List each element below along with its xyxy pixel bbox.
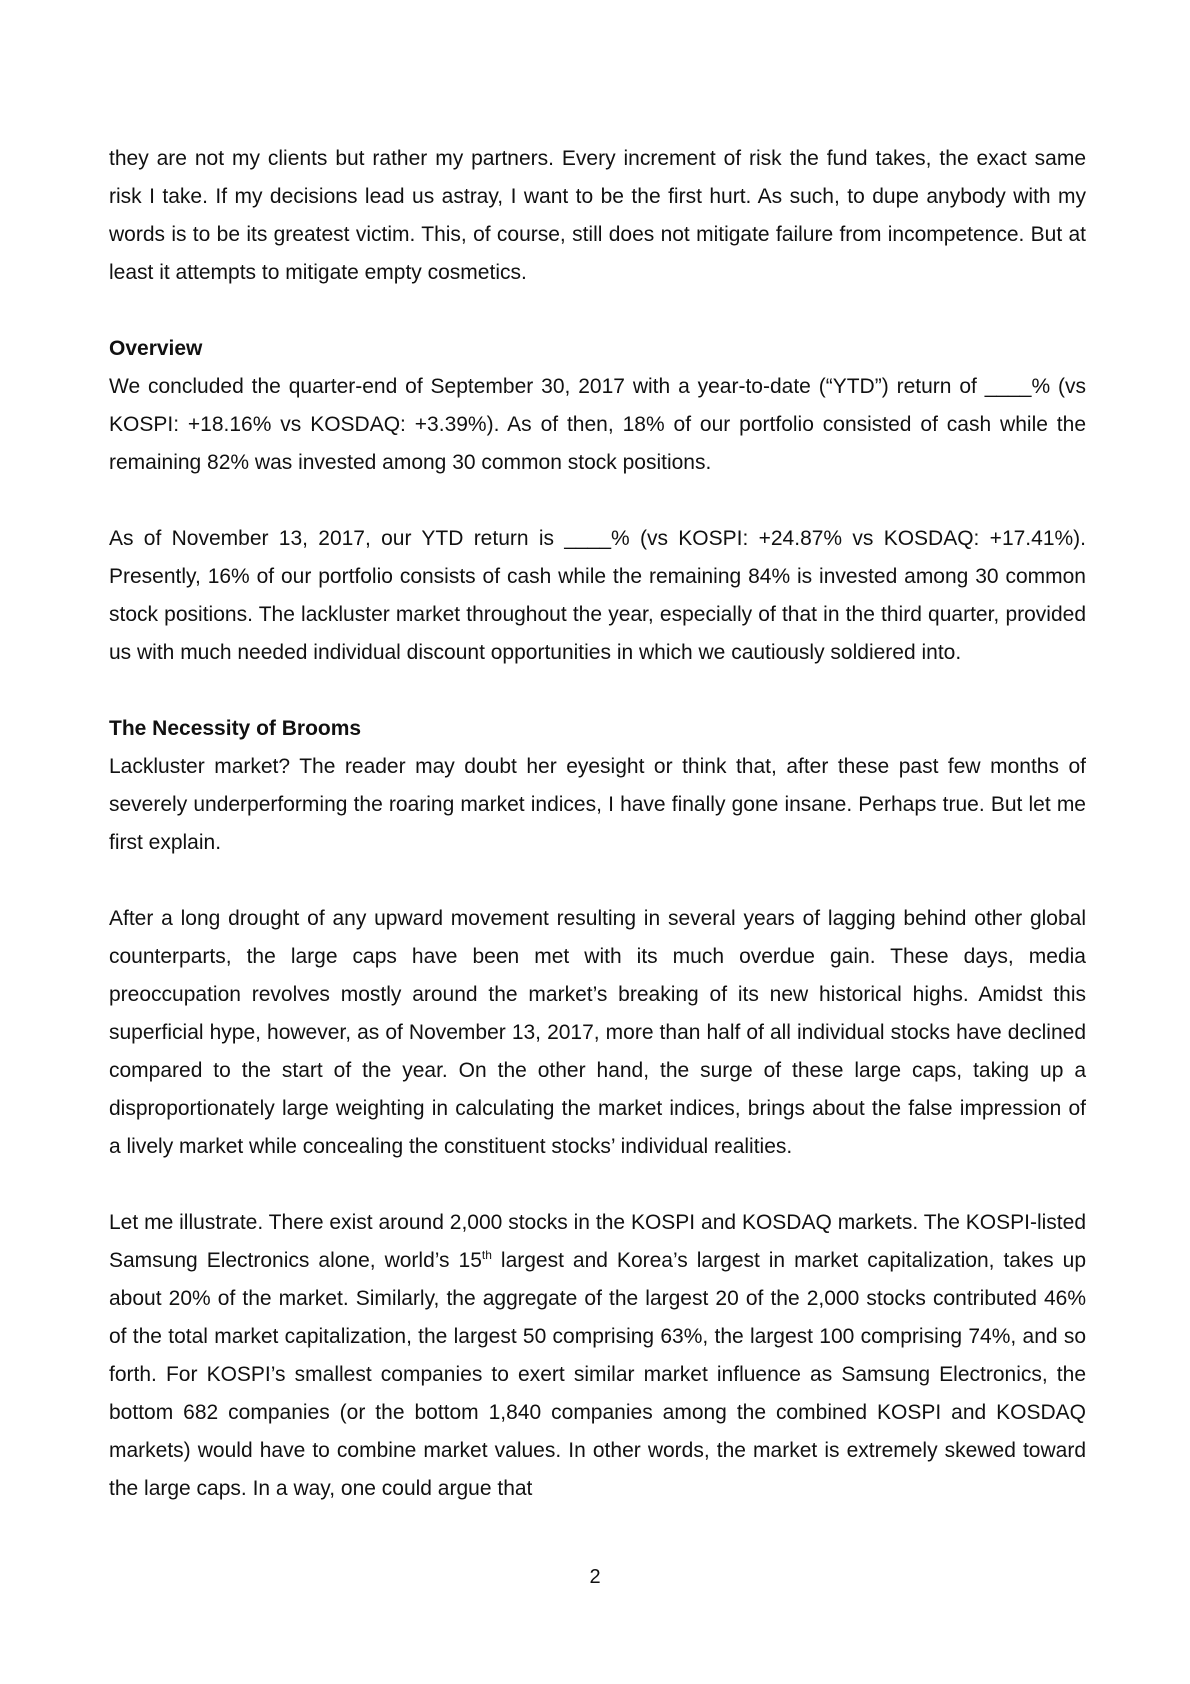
brooms-paragraph-3 [109,1204,1086,1508]
brooms-heading: The Necessity of Brooms [109,717,362,740]
overview-heading: Overview [109,337,203,360]
intro-paragraph: they are not my clients but rather my partners. Every increment of risk the fund takes, the exact same risk I take. If my decisions lead us astray, I want to be the first hurt. As such, to dupe anybody with my words is to be its greatest victim. This, of course, still does not mitigate failure from incompetence. But at least it attempts to mitigate empty cosmetics. [109,147,1086,284]
overview-paragraph-1: We concluded the quarter-end of September 30, 2017 with a year-to-date (“YTD”) return of ____% (vs KOSPI: +18.16% vs KOSDAQ: +3.39%). As of then, 18% of our portfolio consisted of cash while the remaining 82% was invested among 30 common stock positions. [109,375,1086,474]
brooms-paragraph-3-start: Let me illustrate. There exist around 2,000 stocks in the KOSPI and KOSDAQ markets. The KOSPI-listed Samsung Electronics alone, world’s 15 [109,1211,1086,1272]
overview-paragraph-2: As of November 13, 2017, our YTD return is ____% (vs KOSPI: +24.87% vs KOSDAQ: +17.41%). Presently, 16% of our portfolio consists of cash while the remaining 84% is invested among 30 common stock positions. The lackluster market throughout the year, especially of that in the third quarter, provided us with much needed individual discount opportunities in which we cautiously soldiered into. [109,527,1086,664]
brooms-paragraph-3-end: largest and Korea’s largest in market capitalization, takes up about 20% of the market. Similarly, the aggregate of the largest 20 of the 2,000 stocks contributed 46% of the total market capitalization, the largest 50 comprising 63%, the largest 100 comprising 74%, and so forth. For KOSPI’s smallest companies to exert similar market influence as Samsung Electronics, the bottom 682 companies (or the bottom 1,840 companies among the combined KOSPI and KOSDAQ markets) would have to combine market values. In other words, the market is extremely skewed toward the large caps. In a way, one could argue that [109,1249,1087,1500]
brooms-paragraph-1: Lackluster market? The reader may doubt her eyesight or think that, after these past few months of severely underperforming the roaring market indices, I have finally gone insane. Perhaps true. But let me first explain. [109,755,1086,854]
page-number: 2 [589,1566,601,1588]
brooms-paragraph-2: After a long drought of any upward movement resulting in several years of lagging behind other global counterparts, the large caps have been met with its much overdue gain. These days, media preoccupation revolves mostly around the market’s breaking of its new historical highs. Amidst this superficial hype, however, as of November 13, 2017, more than half of all individual stocks have declined compared to the start of the year. On the other hand, the surge of these large caps, taking up a disproportionately large weighting in calculating the market indices, brings about the false impression of a lively market while concealing the constituent stocks’ individual realities. [109,907,1086,1158]
ordinal-superscript: th [481,1248,492,1262]
page-body [109,140,1086,1546]
